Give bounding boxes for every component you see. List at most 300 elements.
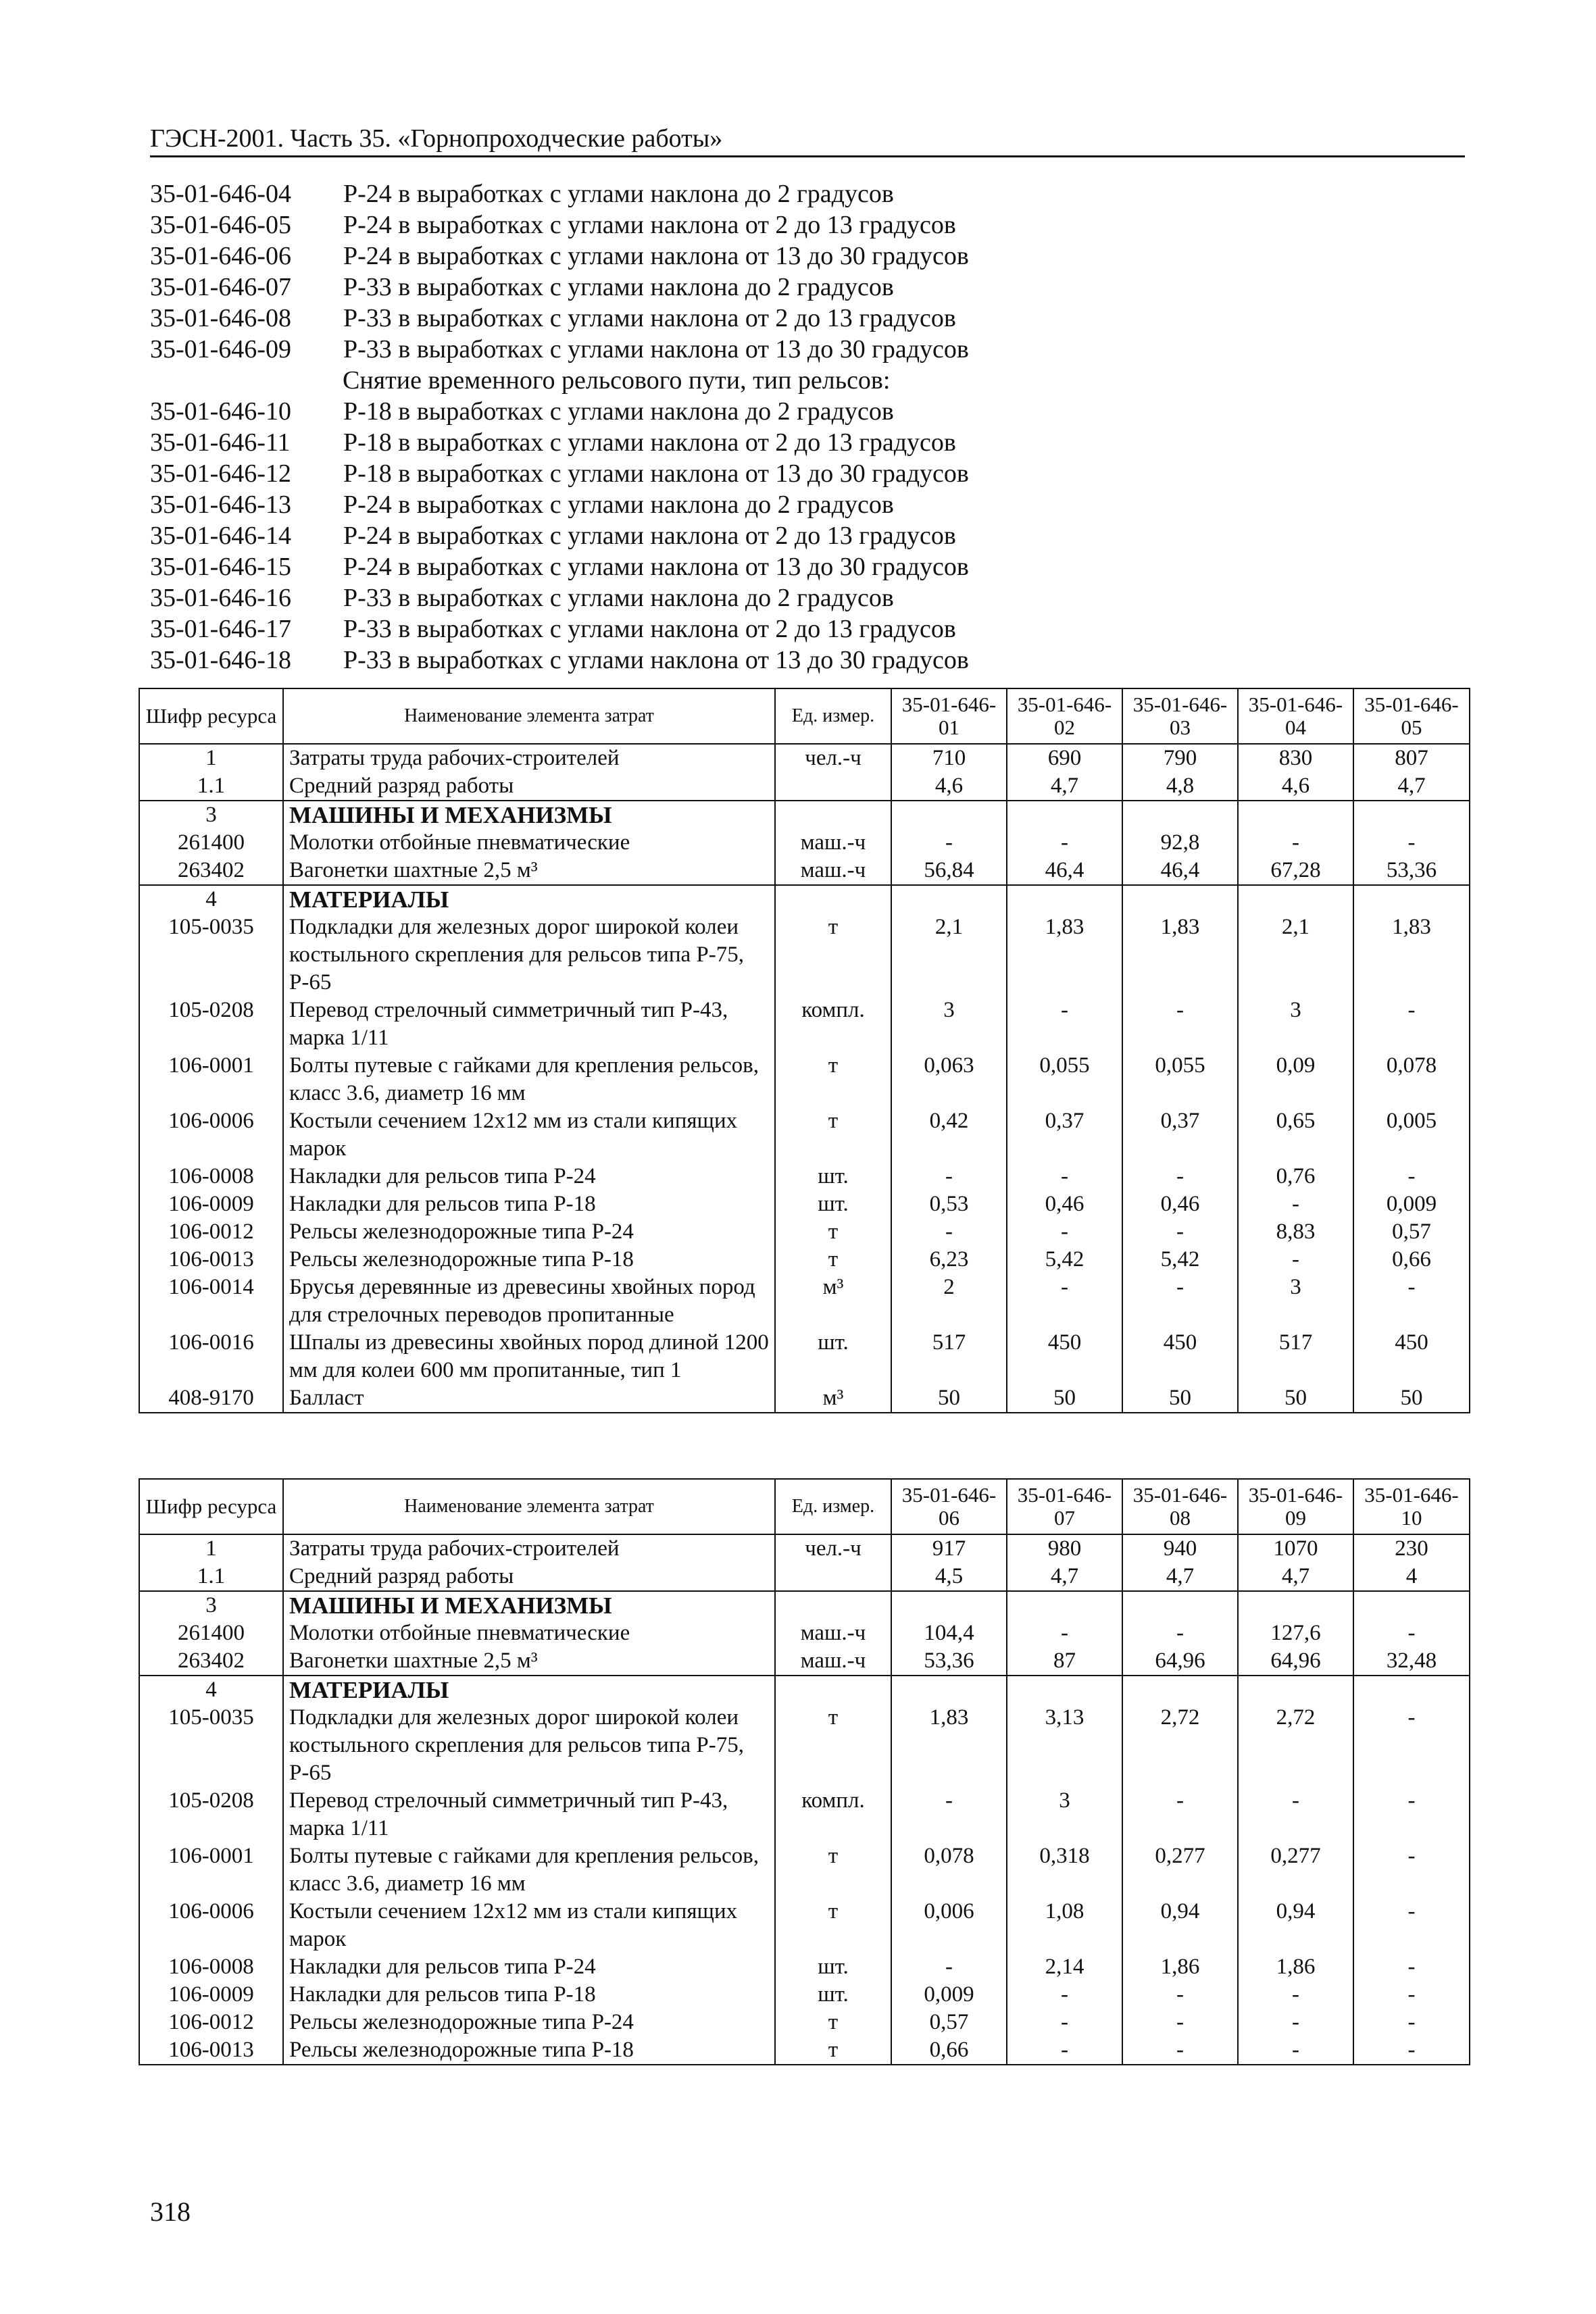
cost-element-cell: Костыли сечением 12x12 мм из стали кипящих марок — [283, 1898, 775, 1953]
value-cell: - — [1007, 2009, 1122, 2036]
table-row — [139, 1052, 1470, 1107]
code-list-description: Р-24 в выработках с углами наклона от 13 до 30 градусов — [343, 242, 969, 270]
value-cell: 4,7 — [1238, 1563, 1353, 1591]
resource-table-2 — [139, 1478, 1470, 2065]
value-cell: - — [1353, 1842, 1470, 1898]
value-cell: 0,37 — [1007, 1107, 1122, 1163]
value-cell: - — [891, 1787, 1007, 1842]
value-cell — [1353, 801, 1470, 829]
resource-code-cell: 105-0208 — [139, 1787, 283, 1842]
table-row — [139, 1534, 1470, 1563]
value-cell: 230 — [1353, 1534, 1470, 1563]
unit-cell: т — [775, 1218, 891, 1246]
table-row — [139, 1246, 1470, 1274]
cost-element-cell: Рельсы железнодорожные типа Р-24 — [283, 1218, 775, 1246]
resource-code-cell: 106-0014 — [139, 1274, 283, 1329]
table-row — [139, 1842, 1470, 1898]
value-cell: 0,078 — [1353, 1052, 1470, 1107]
table-row — [139, 1274, 1470, 1329]
value-cell: 0,57 — [891, 2009, 1007, 2036]
table-row — [139, 1218, 1470, 1246]
section-title-cell: МАТЕРИАЛЫ — [283, 885, 775, 913]
resource-code-cell: 1.1 — [139, 772, 283, 801]
resource-code-cell: 261400 — [139, 1619, 283, 1647]
cost-element-cell: Накладки для рельсов типа Р-18 — [283, 1981, 775, 2009]
value-cell: 3 — [1238, 997, 1353, 1052]
table-row — [139, 1384, 1470, 1413]
value-cell: 4,7 — [1353, 772, 1470, 801]
value-cell: 0,055 — [1007, 1052, 1122, 1107]
code-list-item — [150, 489, 1434, 520]
header-norm-code: 35-01-646-05 — [1353, 688, 1470, 744]
unit-cell — [775, 1676, 891, 1704]
value-cell: 127,6 — [1238, 1619, 1353, 1647]
unit-cell: чел.-ч — [775, 1534, 891, 1563]
unit-cell: м³ — [775, 1384, 891, 1413]
unit-cell: маш.-ч — [775, 829, 891, 857]
header-unit: Ед. измер. — [775, 1479, 891, 1534]
table-header-row — [139, 1479, 1470, 1534]
code-list-description: Р-18 в выработках с углами наклона от 13 до 30 градусов — [343, 459, 969, 488]
resource-code-cell: 1.1 — [139, 1563, 283, 1591]
header-norm-code: 35-01-646-07 — [1007, 1479, 1122, 1534]
value-cell — [1238, 1591, 1353, 1619]
value-cell: 0,318 — [1007, 1842, 1122, 1898]
value-cell: 0,37 — [1122, 1107, 1238, 1163]
cost-element-cell: Накладки для рельсов типа Р-24 — [283, 1953, 775, 1981]
value-cell: 53,36 — [1353, 857, 1470, 885]
cost-element-cell: Средний разряд работы — [283, 1563, 775, 1591]
header-cost-element: Наименование элемента затрат — [283, 1479, 775, 1534]
unit-cell — [775, 885, 891, 913]
cost-element-cell: Брусья деревянные из древесины хвойных пород для стрелочных переводов пропитанные — [283, 1274, 775, 1329]
value-cell: 0,94 — [1238, 1898, 1353, 1953]
code-list-item — [150, 427, 1434, 458]
value-cell: - — [1353, 2009, 1470, 2036]
value-cell: - — [1122, 1787, 1238, 1842]
cost-element-cell: Костыли сечением 12x12 мм из стали кипящих марок — [283, 1107, 775, 1163]
value-cell: - — [1238, 1246, 1353, 1274]
cost-element-cell: Перевод стрелочный симметричный тип Р-43, марка 1/11 — [283, 997, 775, 1052]
value-cell: 2,1 — [1238, 913, 1353, 997]
cost-element-cell: Накладки для рельсов типа Р-18 — [283, 1190, 775, 1218]
value-cell: - — [1007, 1218, 1122, 1246]
code-list-code: 35-01-646-06 — [150, 242, 291, 270]
value-cell: 4,6 — [1238, 772, 1353, 801]
resource-code-cell: 105-0035 — [139, 1704, 283, 1787]
code-list-description: Р-24 в выработках с углами наклона до 2 градусов — [343, 491, 894, 519]
code-list-item — [150, 241, 1434, 272]
resource-code-cell: 106-0009 — [139, 1981, 283, 2009]
value-cell: 4,5 — [891, 1563, 1007, 1591]
unit-cell: шт. — [775, 1163, 891, 1190]
cost-element-cell: Рельсы железнодорожные типа Р-18 — [283, 1246, 775, 1274]
value-cell: 3 — [891, 997, 1007, 1052]
resource-code-cell: 106-0001 — [139, 1842, 283, 1898]
section-title-cell: МАТЕРИАЛЫ — [283, 1676, 775, 1704]
resource-code-cell: 4 — [139, 885, 283, 913]
code-list-item — [150, 178, 1434, 209]
table-row — [139, 772, 1470, 801]
section-title-cell: МАШИНЫ И МЕХАНИЗМЫ — [283, 1591, 775, 1619]
value-cell: - — [1122, 2036, 1238, 2065]
value-cell: - — [1122, 1619, 1238, 1647]
resource-code-cell: 3 — [139, 1591, 283, 1619]
value-cell: 450 — [1122, 1329, 1238, 1384]
code-list-code: 35-01-646-08 — [150, 304, 291, 332]
code-list-description: Р-24 в выработках с углами наклона от 2 до 13 градусов — [343, 211, 956, 239]
value-cell — [1007, 1676, 1122, 1704]
cost-element-cell: Затраты труда рабочих-строителей — [283, 744, 775, 772]
table-row — [139, 1163, 1470, 1190]
unit-cell: шт. — [775, 1190, 891, 1218]
unit-cell: м³ — [775, 1274, 891, 1329]
cost-element-cell: Молотки отбойные пневматические — [283, 1619, 775, 1647]
header-resource-code: Шифр ресурса — [139, 1479, 283, 1534]
code-list-item — [150, 551, 1434, 582]
value-cell: - — [1007, 2036, 1122, 2065]
value-cell — [891, 885, 1007, 913]
table-row — [139, 1898, 1470, 1953]
table-row — [139, 1563, 1470, 1591]
value-cell: 450 — [1353, 1329, 1470, 1384]
table-row — [139, 1953, 1470, 1981]
resource-code-cell: 106-0008 — [139, 1953, 283, 1981]
value-cell: 1,83 — [1007, 913, 1122, 997]
value-cell: 3 — [1238, 1274, 1353, 1329]
value-cell: 0,42 — [891, 1107, 1007, 1163]
cost-element-cell: Вагонетки шахтные 2,5 м³ — [283, 1647, 775, 1676]
value-cell: 5,42 — [1007, 1246, 1122, 1274]
table-row — [139, 2036, 1470, 2065]
code-list-code: 35-01-646-05 — [150, 211, 291, 239]
resource-code-cell: 106-0012 — [139, 2009, 283, 2036]
unit-cell: т — [775, 2036, 891, 2065]
value-cell: 53,36 — [891, 1647, 1007, 1676]
cost-element-cell: Вагонетки шахтные 2,5 м³ — [283, 857, 775, 885]
value-cell: 87 — [1007, 1647, 1122, 1676]
value-cell: - — [1353, 1704, 1470, 1787]
cost-element-cell: Балласт — [283, 1384, 775, 1413]
resource-code-cell: 106-0008 — [139, 1163, 283, 1190]
code-list-description: Р-24 в выработках с углами наклона от 2 до 13 градусов — [343, 522, 956, 550]
value-cell: 4,7 — [1007, 1563, 1122, 1591]
code-list-description: Р-33 в выработках с углами наклона до 2 градусов — [343, 273, 894, 301]
cost-element-cell: Рельсы железнодорожные типа Р-24 — [283, 2009, 775, 2036]
table-header-row — [139, 688, 1470, 744]
value-cell: 710 — [891, 744, 1007, 772]
value-cell: 830 — [1238, 744, 1353, 772]
code-list-description: Р-24 в выработках с углами наклона до 2 градусов — [343, 180, 894, 208]
value-cell: 64,96 — [1122, 1647, 1238, 1676]
code-list-code: 35-01-646-12 — [150, 459, 291, 488]
table-row — [139, 1619, 1470, 1647]
value-cell: 3 — [1007, 1787, 1122, 1842]
header-norm-code: 35-01-646-10 — [1353, 1479, 1470, 1534]
value-cell: 3,13 — [1007, 1704, 1122, 1787]
resource-code-cell: 106-0013 — [139, 2036, 283, 2065]
value-cell: - — [891, 829, 1007, 857]
resource-code-cell: 261400 — [139, 829, 283, 857]
table-row — [139, 857, 1470, 885]
value-cell — [891, 1591, 1007, 1619]
value-cell: 2,72 — [1238, 1704, 1353, 1787]
unit-cell — [775, 1591, 891, 1619]
value-cell: - — [1007, 997, 1122, 1052]
unit-cell: компл. — [775, 1787, 891, 1842]
code-list-item — [150, 520, 1434, 551]
value-cell: - — [1353, 1619, 1470, 1647]
value-cell — [891, 801, 1007, 829]
resource-code-cell: 106-0006 — [139, 1898, 283, 1953]
unit-cell: т — [775, 1898, 891, 1953]
unit-cell: т — [775, 1107, 891, 1163]
code-list-code: 35-01-646-15 — [150, 553, 291, 581]
table-row — [139, 744, 1470, 772]
value-cell: - — [1353, 1274, 1470, 1329]
code-list-code: 35-01-646-17 — [150, 615, 291, 643]
value-cell: 2,14 — [1007, 1953, 1122, 1981]
resource-code-cell: 263402 — [139, 857, 283, 885]
code-list-description: Р-18 в выработках с углами наклона от 2 до 13 градусов — [343, 428, 956, 457]
cost-element-cell: Подкладки для железных дорог широкой колеи костыльного скрепления для рельсов типа Р-75, Р-65 — [283, 913, 775, 997]
value-cell: 0,09 — [1238, 1052, 1353, 1107]
code-list-code: 35-01-646-18 — [150, 646, 291, 674]
resource-code-cell: 408-9170 — [139, 1384, 283, 1413]
value-cell: 0,57 — [1353, 1218, 1470, 1246]
resource-code-cell: 263402 — [139, 1647, 283, 1676]
value-cell: 32,48 — [1353, 1647, 1470, 1676]
value-cell: - — [1122, 2009, 1238, 2036]
value-cell — [1238, 885, 1353, 913]
table-row — [139, 997, 1470, 1052]
unit-cell: маш.-ч — [775, 857, 891, 885]
value-cell: 517 — [1238, 1329, 1353, 1384]
value-cell: 4,7 — [1007, 772, 1122, 801]
table-row — [139, 829, 1470, 857]
value-cell: 1070 — [1238, 1534, 1353, 1563]
code-list-item — [150, 613, 1434, 645]
value-cell: - — [1122, 1218, 1238, 1246]
cost-element-cell: Накладки для рельсов типа Р-24 — [283, 1163, 775, 1190]
value-cell: 0,055 — [1122, 1052, 1238, 1107]
table-row — [139, 1704, 1470, 1787]
code-list-description: Р-18 в выработках с углами наклона до 2 градусов — [343, 397, 894, 426]
value-cell: - — [1007, 1619, 1122, 1647]
unit-cell: т — [775, 1052, 891, 1107]
unit-cell: маш.-ч — [775, 1647, 891, 1676]
code-list-description: Р-24 в выработках с углами наклона от 13 до 30 градусов — [343, 553, 969, 581]
unit-cell: т — [775, 1246, 891, 1274]
value-cell: 46,4 — [1122, 857, 1238, 885]
resource-code-cell: 105-0035 — [139, 913, 283, 997]
cost-element-cell: Средний разряд работы — [283, 772, 775, 801]
code-list-description: Р-33 в выработках с углами наклона от 2 до 13 градусов — [343, 615, 956, 643]
value-cell: 0,65 — [1238, 1107, 1353, 1163]
value-cell — [1122, 1676, 1238, 1704]
resource-code-cell: 106-0006 — [139, 1107, 283, 1163]
resource-code-cell: 3 — [139, 801, 283, 829]
code-list-item — [150, 303, 1434, 334]
header-resource-code: Шифр ресурса — [139, 688, 283, 744]
value-cell: 0,46 — [1122, 1190, 1238, 1218]
unit-cell: т — [775, 913, 891, 997]
value-cell — [891, 1676, 1007, 1704]
value-cell: - — [1007, 1163, 1122, 1190]
value-cell: 0,277 — [1122, 1842, 1238, 1898]
value-cell: 1,83 — [891, 1704, 1007, 1787]
table-row — [139, 1107, 1470, 1163]
code-list-description: Р-33 в выработках с углами наклона до 2 градусов — [343, 584, 894, 612]
cost-element-cell: Подкладки для железных дорог широкой колеи костыльного скрепления для рельсов типа Р-75, Р-65 — [283, 1704, 775, 1787]
value-cell: - — [1238, 829, 1353, 857]
table-row — [139, 1329, 1470, 1384]
value-cell: - — [891, 1953, 1007, 1981]
code-list-item — [150, 209, 1434, 241]
value-cell: - — [1238, 2036, 1353, 2065]
value-cell: - — [1353, 1163, 1470, 1190]
unit-cell — [775, 801, 891, 829]
header-unit: Ед. измер. — [775, 688, 891, 744]
value-cell — [1122, 885, 1238, 913]
value-cell: - — [1238, 1190, 1353, 1218]
code-list-code: 35-01-646-07 — [150, 273, 291, 301]
unit-cell: шт. — [775, 1329, 891, 1384]
code-list-description: Р-33 в выработках с углами наклона от 13 до 30 градусов — [343, 335, 969, 363]
resource-table-1 — [139, 688, 1470, 1413]
value-cell: - — [1353, 997, 1470, 1052]
value-cell: 46,4 — [1007, 857, 1122, 885]
value-cell: 4,8 — [1122, 772, 1238, 801]
value-cell: - — [1353, 1898, 1470, 1953]
unit-cell — [775, 1563, 891, 1591]
value-cell — [1353, 885, 1470, 913]
table-row — [139, 2009, 1470, 2036]
value-cell: 450 — [1007, 1329, 1122, 1384]
value-cell — [1007, 885, 1122, 913]
code-list-item — [150, 582, 1434, 613]
cost-element-cell: Рельсы железнодорожные типа Р-18 — [283, 2036, 775, 2065]
table-row — [139, 885, 1470, 913]
table-row — [139, 801, 1470, 829]
value-cell: 0,53 — [891, 1190, 1007, 1218]
value-cell — [1238, 801, 1353, 829]
code-list-subheading: Снятие временного рельсового пути, тип рельсов: — [343, 366, 891, 395]
value-cell: - — [1353, 1981, 1470, 2009]
value-cell: - — [1238, 1787, 1353, 1842]
resource-code-cell: 106-0013 — [139, 1246, 283, 1274]
value-cell: 0,005 — [1353, 1107, 1470, 1163]
section-title-cell: МАШИНЫ И МЕХАНИЗМЫ — [283, 801, 775, 829]
value-cell — [1122, 801, 1238, 829]
code-list-description: Р-33 в выработках с углами наклона от 13 до 30 градусов — [343, 646, 969, 674]
value-cell — [1353, 1676, 1470, 1704]
value-cell: - — [891, 1163, 1007, 1190]
value-cell: 0,94 — [1122, 1898, 1238, 1953]
value-cell: 4 — [1353, 1563, 1470, 1591]
document-title: ГЭСН-2001. Часть 35. «Горнопроходческие работы» — [150, 124, 723, 153]
cost-element-cell: Молотки отбойные пневматические — [283, 829, 775, 857]
value-cell: 50 — [1007, 1384, 1122, 1413]
cost-element-cell: Болты путевые с гайками для крепления рельсов, класс 3.6, диаметр 16 мм — [283, 1052, 775, 1107]
value-cell: 690 — [1007, 744, 1122, 772]
value-cell: 1,86 — [1122, 1953, 1238, 1981]
value-cell: 0,006 — [891, 1898, 1007, 1953]
value-cell: 50 — [1122, 1384, 1238, 1413]
value-cell: - — [1353, 829, 1470, 857]
value-cell: - — [1353, 1953, 1470, 1981]
value-cell — [1353, 1591, 1470, 1619]
unit-cell — [775, 772, 891, 801]
value-cell: 0,66 — [891, 2036, 1007, 2065]
document-header — [150, 122, 1465, 157]
unit-cell: маш.-ч — [775, 1619, 891, 1647]
value-cell: 2,72 — [1122, 1704, 1238, 1787]
value-cell: - — [1007, 829, 1122, 857]
table-row — [139, 913, 1470, 997]
value-cell: 1,86 — [1238, 1953, 1353, 1981]
resource-code-cell: 4 — [139, 1676, 283, 1704]
table-row — [139, 1591, 1470, 1619]
code-list-code: 35-01-646-14 — [150, 522, 291, 550]
resource-code-cell: 1 — [139, 744, 283, 772]
value-cell: - — [1122, 997, 1238, 1052]
value-cell: - — [1122, 1981, 1238, 2009]
code-list-item — [150, 645, 1434, 676]
code-list — [150, 178, 1434, 676]
code-list-code: 35-01-646-13 — [150, 491, 291, 519]
header-cost-element: Наименование элемента затрат — [283, 688, 775, 744]
value-cell: 0,078 — [891, 1842, 1007, 1898]
value-cell: 50 — [1238, 1384, 1353, 1413]
value-cell: 917 — [891, 1534, 1007, 1563]
resource-code-cell: 105-0208 — [139, 997, 283, 1052]
table-row — [139, 1981, 1470, 2009]
unit-cell: т — [775, 1704, 891, 1787]
value-cell — [1238, 1676, 1353, 1704]
code-list-code: 35-01-646-10 — [150, 397, 291, 426]
resource-code-cell: 106-0016 — [139, 1329, 283, 1384]
unit-cell: компл. — [775, 997, 891, 1052]
value-cell: 2 — [891, 1274, 1007, 1329]
value-cell: 50 — [1353, 1384, 1470, 1413]
value-cell: 8,83 — [1238, 1218, 1353, 1246]
value-cell: - — [1238, 2009, 1353, 2036]
header-norm-code: 35-01-646-04 — [1238, 688, 1353, 744]
table-row — [139, 1787, 1470, 1842]
value-cell: 517 — [891, 1329, 1007, 1384]
cost-element-cell: Перевод стрелочный симметричный тип Р-43, марка 1/11 — [283, 1787, 775, 1842]
value-cell: 2,1 — [891, 913, 1007, 997]
value-cell: 0,46 — [1007, 1190, 1122, 1218]
code-list-item — [150, 334, 1434, 365]
value-cell — [1007, 801, 1122, 829]
unit-cell: т — [775, 1842, 891, 1898]
value-cell: 0,76 — [1238, 1163, 1353, 1190]
code-list-item — [150, 396, 1434, 427]
table-row — [139, 1190, 1470, 1218]
value-cell: 64,96 — [1238, 1647, 1353, 1676]
value-cell: 1,83 — [1122, 913, 1238, 997]
value-cell: 0,009 — [891, 1981, 1007, 2009]
value-cell: - — [1122, 1274, 1238, 1329]
value-cell: 50 — [891, 1384, 1007, 1413]
resource-code-cell: 106-0001 — [139, 1052, 283, 1107]
header-norm-code: 35-01-646-01 — [891, 688, 1007, 744]
table-row — [139, 1676, 1470, 1704]
resource-code-cell: 106-0012 — [139, 1218, 283, 1246]
value-cell: - — [1122, 1163, 1238, 1190]
